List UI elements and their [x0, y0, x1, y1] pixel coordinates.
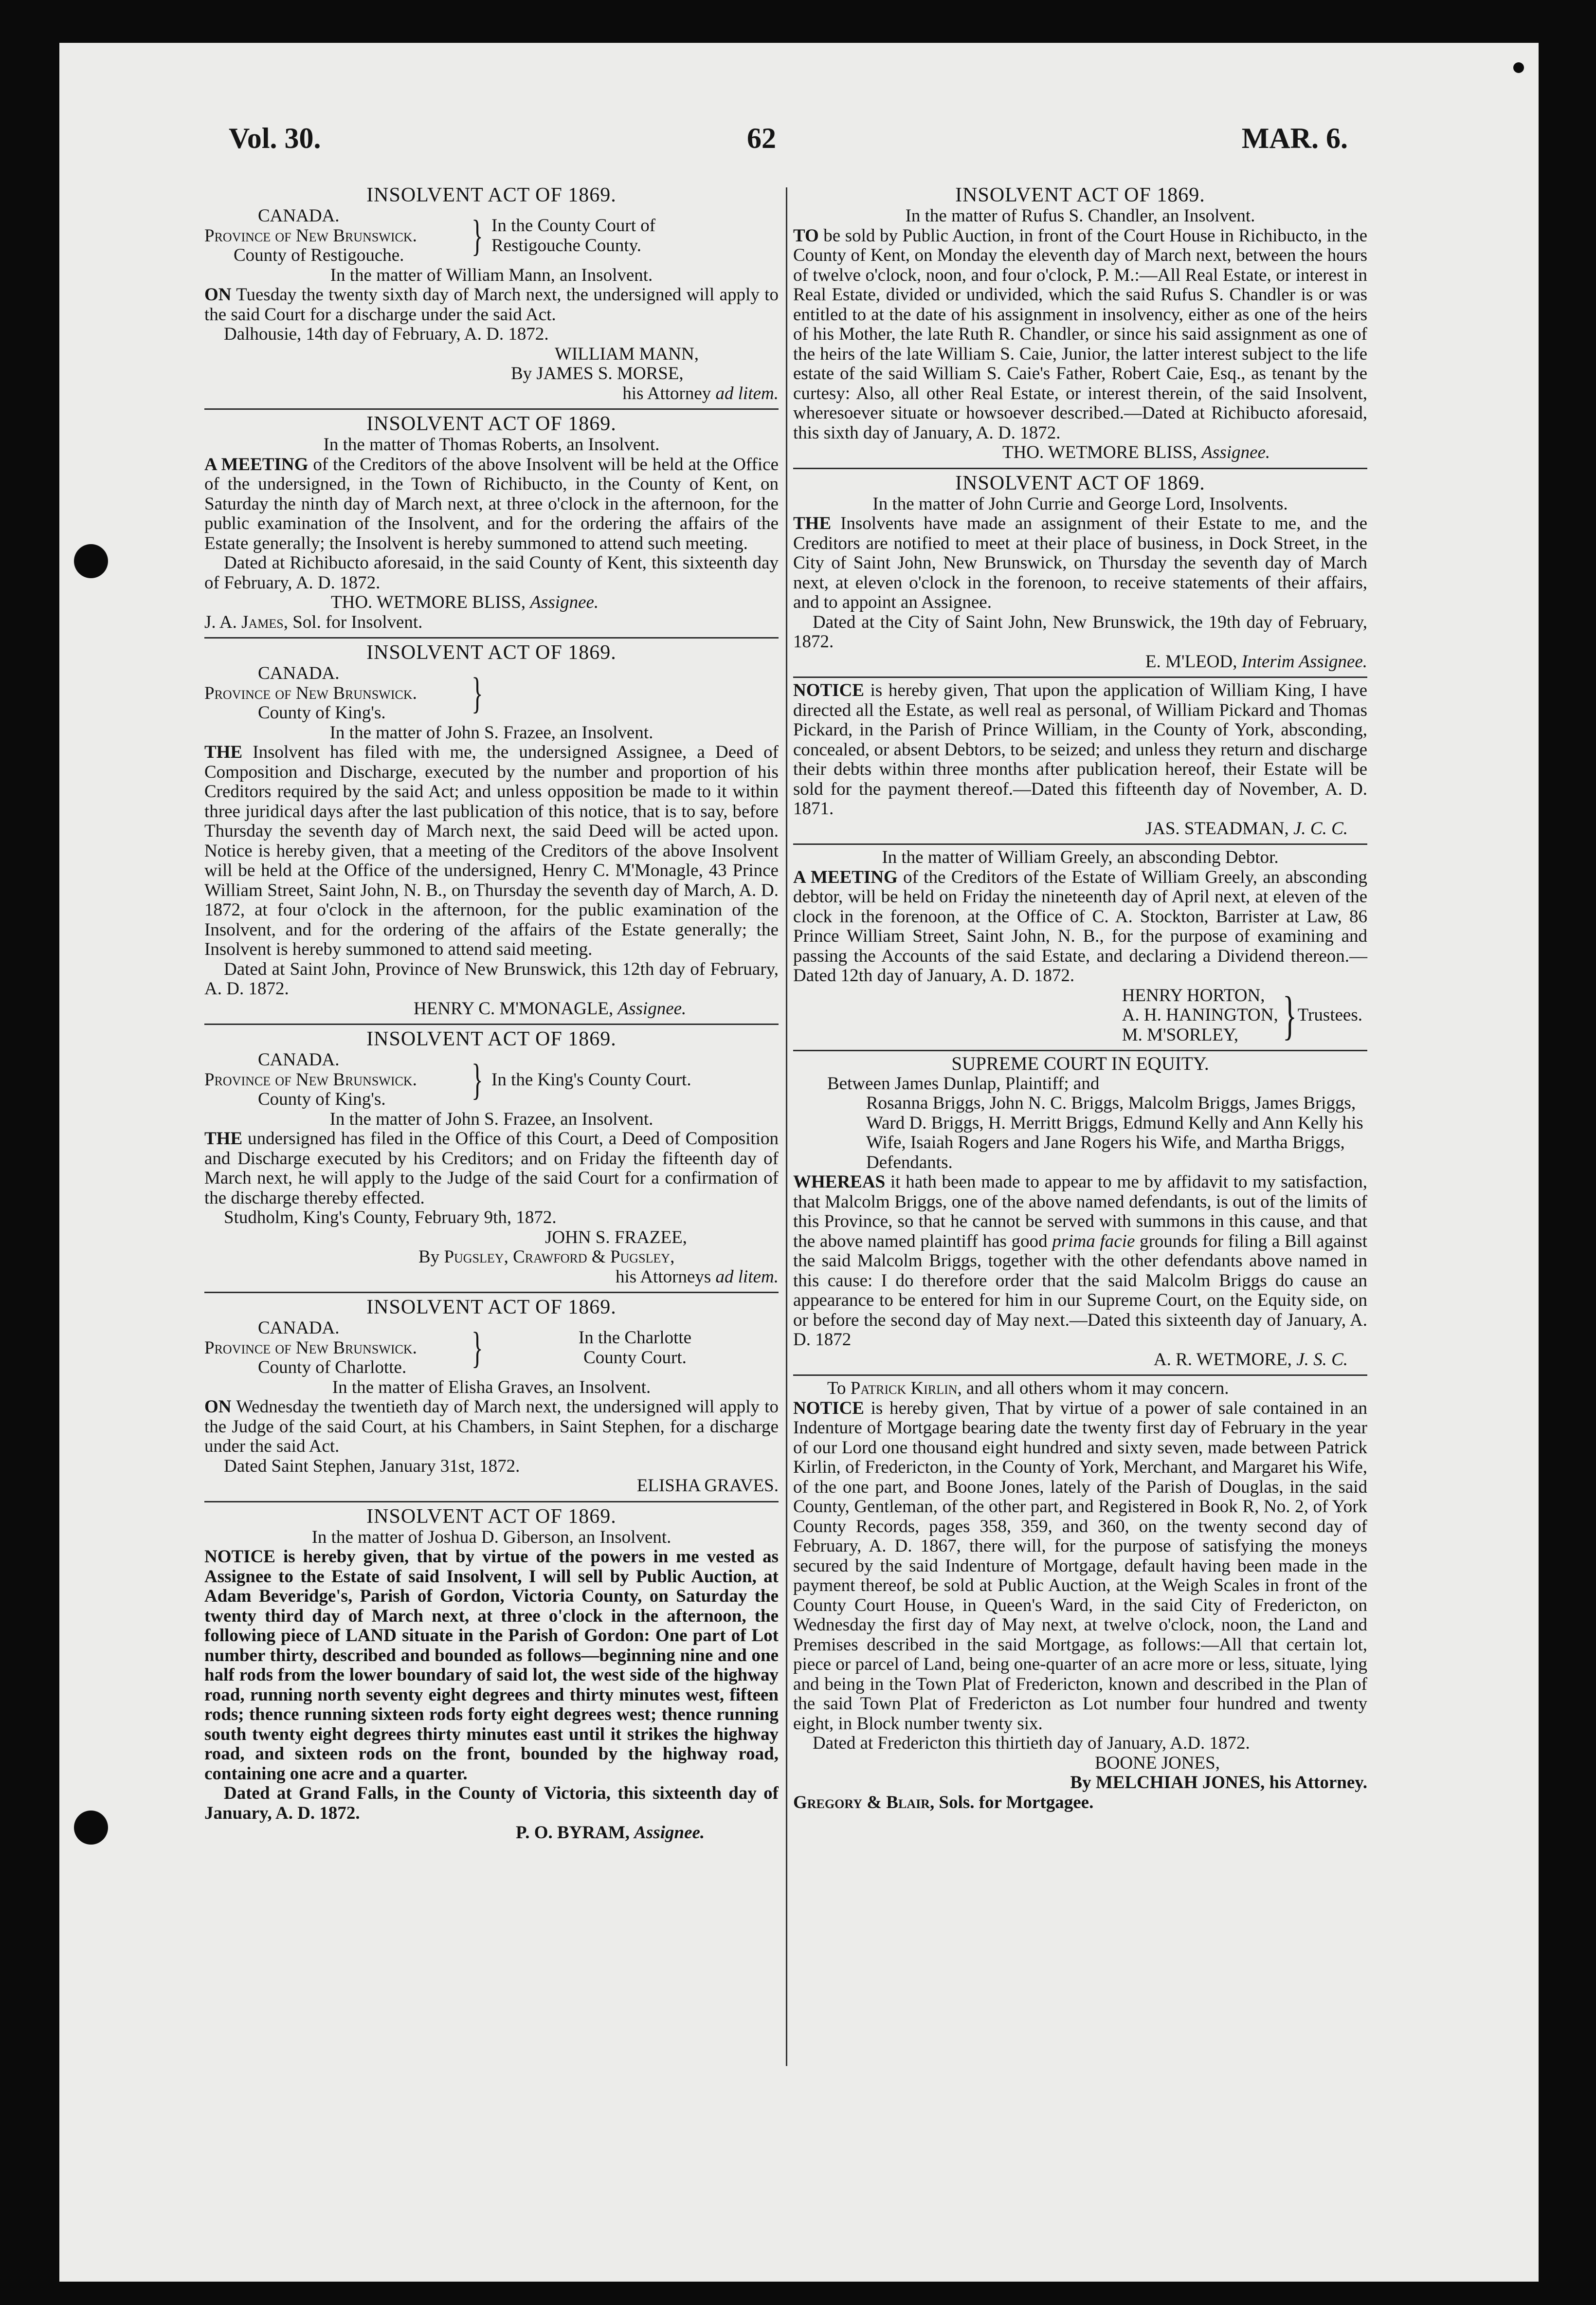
court-county: County Court.: [583, 1347, 687, 1368]
notice-kirlin-mortgage: [793, 1376, 1367, 1817]
notice-currie-lord: [793, 469, 1367, 678]
dated-line: Dalhousie, 14th day of February, A. D. 1872.: [224, 324, 549, 344]
matter-line: In the matter of John S. Frazee, an Insolvent.: [329, 722, 653, 743]
signature: P. O. BYRAM, Assignee.: [516, 1823, 705, 1843]
trustees-block: [793, 986, 1367, 1045]
notice-body: THE undersigned has filed in the Office of this Court, a Deed of Composition and Discharge executed by his Creditors; and on Friday the fifteenth day of March next, he will apply to the Judge of the said Court for a confirmation of the discharge thereby effected.: [204, 1129, 779, 1208]
notice-elisha-graves: [204, 1293, 779, 1502]
signature-role: his Attorney ad litem.: [622, 383, 779, 403]
court-caption: [204, 206, 779, 266]
notice-william-greely: [793, 845, 1367, 1051]
county-label: County of Restigouche.: [234, 245, 404, 265]
notice-body: A MEETING of the Creditors of the above Insolvent will be held at the Office of the undersigned, in the Town of Richibucto, in the County of Kent, on Saturday the ninth day of March next, at three o'clock in the afternoon, for the public examination of the Insolvent, and for the ordering the affairs of the Estate generally; the Insolvent is hereby summoned to attend such meeting.: [204, 454, 779, 553]
notice-body: ON Wednesday the twentieth day of March next, the undersigned will apply to the Judge of the said Court, at his Chambers, in Saint Stephen, for a discharge under the said Act.: [204, 1397, 779, 1456]
matter-line: In the matter of John Currie and George Lord, Insolvents.: [872, 494, 1288, 514]
notice-william-mann: [204, 181, 779, 410]
canada-label: CANADA.: [258, 206, 340, 226]
court-county: Restigouche County.: [491, 235, 641, 256]
notice-body: WHEREAS it hath been made to appear to me by affidavit to my satisfaction, that Malcolm Briggs, one of the above named defendants, is out of the limits of this Province, so that he cannot be served with summons in this cause, and that the above named plaintiff has good prima facie grounds for filing a Bill against the said Malcolm Briggs, together with the other defendants above named in this cause: I do therefore order that the said Malcolm Briggs do cause an appearance to be entered for him in our Supreme Court, on the Equity side, on or before the second day of May next.—Dated this sixteenth day of January, A. D. 1872: [793, 1172, 1367, 1350]
notice-body: TO be sold by Public Auction, in front of the Court House in Richibucto, in the County of Kent, on Monday the eleventh day of March next, between the hours of twelve o'clock, noon, and four o'clock, P. M.:—All Real Estate, or interest in Real Estate, divided or undivided, which the said Rufus S. Chandler is or was entitled to at the date of his assignment in insolvency, either as one of the heirs of his Mother, the late Ruth R. Chandler, or since his said assignment as one of the heirs of the late William S. Caie, Junior, the latter interest subject to the life estate of the said William S. Caie's Father, Robert Caie, Esq., as tenant by the curtesy: Also, all other Real Estate, or interest therein, of the said Insolvent, wheresoever situate or howsoever described.—Dated at Richibucto aforesaid, this sixth day of January, A. D. 1872.: [793, 225, 1367, 443]
notice-joshua-giberson: [204, 1502, 779, 1848]
notice-title: INSOLVENT ACT OF 1869.: [366, 413, 617, 435]
dated-line: Dated at Saint John, Province of New Brunswick, this 12th day of February, A. D. 1872.: [204, 959, 779, 999]
matter-line: In the matter of William Greely, an absconding Debtor.: [882, 847, 1279, 867]
parties-plaintiff: Between James Dunlap, Plaintiff; and: [827, 1073, 1100, 1094]
signature: JOHN S. FRAZEE,: [545, 1227, 687, 1247]
notice-body: NOTICE is hereby given, that by virtue of the powers in me vested as Assignee to the Estate of said Insolvent, I will sell by Public Auction, at Adam Beveridge's, Parish of Gordon, Victoria County, on Saturday the twenty third day of March next, at three o'clock in the afternoon, the following piece of LAND situate in the Parish of Gordon: One part of Lot number thirty, described and bounded as follows—beginning nine and one half rods from the lower boundary of said lot, the west side of the highway road, running north seventy eight degrees and thirty minutes west, fifteen rods; thence running sixteen rods forty eight degrees west; thence running south twenty eight degrees thirty minutes east until it strikes the highway road, and sixteen rods on the front, bounded by the highway road, containing one acre and a quarter.: [204, 1547, 779, 1784]
notice-title: INSOLVENT ACT OF 1869.: [366, 1296, 617, 1318]
notice-rufus-chandler: [793, 181, 1367, 469]
signature-role: his Attorneys ad litem.: [615, 1266, 779, 1287]
signature: WILLIAM MANN,: [555, 344, 699, 364]
province-label: Province of New Brunswick.: [204, 1069, 417, 1090]
signature: THO. WETMORE BLISS, Assignee.: [1002, 442, 1270, 462]
punch-hole-bottom: [74, 1811, 108, 1845]
county-label: County of King's.: [258, 703, 386, 723]
notice-body: THE Insolvent has filed with me, the undersigned Assignee, a Deed of Composition and Discharge, executed by the number and proportion of his Creditors required by the said Act; and unless opposition be made to it within three juridical days after the last publication of this notice, that is to say, before Thursday the seventh day of March next, the said Deed will be acted upon. Notice is hereby given, that a meeting of the Creditors of the above Insolvent will be held at the Office of the undersigned, Henry C. M'Monagle, 43 Prince William Street, Saint John, N. B., on Thursday the seventh day of March, A. D. 1872, at four o'clock in the afternoon, for the public examination of the Insolvent, and for the ordering of the affairs of the Estate generally; the Insolvent is hereby summoned to attend said meeting.: [204, 742, 779, 959]
notice-thomas-roberts: [204, 410, 779, 639]
trustee-name: M. M'SORLEY,: [1122, 1024, 1239, 1045]
dated-line: Dated at Grand Falls, in the County of Victoria, this sixteenth day of January, A. D. 1872.: [204, 1783, 779, 1823]
brace: }: [1282, 986, 1297, 1045]
signature: ELISHA GRAVES.: [636, 1476, 779, 1496]
dated-line: Studholm, King's County, February 9th, 1872.: [224, 1207, 557, 1227]
volume-number: Vol. 30.: [229, 122, 321, 154]
county-label: County of Charlotte.: [258, 1357, 407, 1377]
signature: THO. WETMORE BLISS, Assignee.: [331, 592, 599, 612]
solicitor-line: Gregory & Blair, Sols. for Mortgagee.: [793, 1792, 1094, 1812]
canada-label: CANADA.: [258, 1318, 340, 1338]
punch-hole-top: [74, 544, 108, 578]
court-name: In the Charlotte: [578, 1328, 692, 1348]
signature: BOONE JONES,: [1095, 1753, 1220, 1773]
brace: }: [472, 211, 483, 260]
province-label: Province of New Brunswick.: [204, 1337, 417, 1358]
notice-body: ON Tuesday the twenty sixth day of March next, the undersigned will apply to the said Court for a discharge under the said Act.: [204, 285, 779, 325]
matter-line: In the matter of Rufus S. Chandler, an Insolvent.: [905, 206, 1255, 226]
court-caption: [204, 1318, 779, 1378]
signature: HENRY C. M'MONAGLE, Assignee.: [414, 998, 687, 1019]
signature-by: By JAMES S. MORSE,: [511, 364, 684, 384]
court-name: In the King's County Court.: [491, 1069, 691, 1090]
signature: A. R. WETMORE, J. S. C.: [1153, 1349, 1348, 1370]
notice-body: NOTICE is hereby given, That upon the application of William King, I have directed all the Estate, as well real as personal, of William Pickard and Thomas Pickard, in the Parish of Prince William, in the County of York, absconding, concealed, or absent Debtors, to be seized; and unless they return and discharge their debts within three months after publication hereof, their Estate will be sold for the payment thereof.—Dated this fifteenth day of November, A. D. 1871.: [793, 680, 1367, 819]
notice-body: NOTICE is hereby given, That by virtue of a power of sale contained in an Indenture of Mortgage bearing date the twenty first day of February in the year of our Lord one thousand eight hundred and sixty seven, made between Patrick Kirlin, of Fredericton, in the County of York, Merchant, and Margaret his Wife, of the one part, and Boone Jones, lately of the Parish of Douglas, in the said County, Gentleman, of the other part, and Registered in Book R, No. 2, of York County Records, pages 358, 359, and 360, on the twenty second day of February, A. D. 1867, there will, for the purpose of satisfying the moneys secured by the said Indenture of Mortgage, default having been made in the payment thereof, be sold at Public Auction, at the Weigh Scales in front of the County Court House, in Queen's Ward, in the said City of Fredericton, on Wednesday the first day of May next, at twelve o'clock, noon, the Land and Premises described in the said Mortgage, as follows:—All that certain lot, piece or parcel of Land, being one-quarter of an acre more or less, situate, lying and being in the Town Plat of Fredericton, known and described in the Plan of the said Town Plat of Fredericton as Lot number four hundred and twenty eight, in Block number twenty six.: [793, 1398, 1367, 1734]
addressee-line: To Patrick Kirlin, and all others whom it may concern.: [827, 1378, 1229, 1398]
page-header: [170, 122, 1348, 165]
column-divider: [786, 187, 787, 2066]
county-label: County of King's.: [258, 1089, 386, 1109]
canada-label: CANADA.: [258, 1050, 340, 1070]
trustees-label: Trustees.: [1297, 1005, 1362, 1025]
court-caption: [204, 1050, 779, 1110]
province-label: Province of New Brunswick.: [204, 683, 417, 703]
signature-by: By Pugsley, Crawford & Pugsley,: [418, 1247, 675, 1267]
notice-title: INSOLVENT ACT OF 1869.: [366, 641, 617, 664]
notice-title: INSOLVENT ACT OF 1869.: [955, 184, 1205, 206]
brace: }: [472, 669, 483, 717]
notice-title: INSOLVENT ACT OF 1869.: [955, 472, 1205, 494]
notice-john-frazee-court: [204, 1025, 779, 1293]
matter-line: In the matter of John S. Frazee, an Insolvent.: [329, 1109, 653, 1129]
matter-line: In the matter of William Mann, an Insolvent.: [330, 265, 653, 285]
notice-title: INSOLVENT ACT OF 1869.: [366, 1028, 617, 1050]
issue-date: MAR. 6.: [1241, 122, 1348, 154]
notice-title: INSOLVENT ACT OF 1869.: [366, 1505, 617, 1528]
signature-by: By MELCHIAH JONES, his Attorney.: [1070, 1773, 1367, 1793]
notice-supreme-court-equity: [793, 1051, 1367, 1376]
dated-line: Dated Saint Stephen, January 31st, 1872.: [224, 1456, 520, 1476]
brace: }: [472, 1323, 483, 1372]
court-name: In the County Court of: [491, 216, 656, 236]
dated-line: Dated at Richibucto aforesaid, in the said County of Kent, this sixteenth day of February, A. D. 1872.: [204, 553, 779, 593]
notice-body: THE Insolvents have made an assignment of their Estate to me, and the Creditors are notified to meet at their place of business, in Dock Street, in the City of Saint John, New Brunswick, on Thursday the seventh day of March next, at eleven o'clock in the forenoon, to receive statements of their affairs, and to appoint an Assignee.: [793, 513, 1367, 612]
trustee-name: A. H. HANINGTON,: [1122, 1005, 1278, 1025]
solicitor-line: J. A. James, Sol. for Insolvent.: [204, 612, 423, 632]
province-label: Province of New Brunswick.: [204, 225, 417, 246]
matter-line: In the matter of Thomas Roberts, an Insolvent.: [323, 435, 660, 455]
matter-line: In the matter of Joshua D. Giberson, an Insolvent.: [311, 1527, 671, 1547]
corner-mark: [1513, 62, 1524, 73]
notice-pickard-absconding: [793, 678, 1367, 845]
brace: }: [472, 1055, 483, 1104]
canada-label: CANADA.: [258, 663, 340, 683]
court-caption: [204, 664, 779, 723]
trustee-name: HENRY HORTON,: [1122, 985, 1265, 1006]
dated-line: Dated at Fredericton this thirtieth day of January, A.D. 1872.: [813, 1733, 1250, 1753]
notice-title: INSOLVENT ACT OF 1869.: [366, 184, 617, 206]
signature: JAS. STEADMAN, J. C. C.: [1145, 818, 1348, 839]
notice-title: SUPREME COURT IN EQUITY.: [951, 1053, 1209, 1074]
right-column: [793, 181, 1367, 1817]
matter-line: In the matter of Elisha Graves, an Insolvent.: [332, 1377, 651, 1397]
dated-line: Dated at the City of Saint John, New Brunswick, the 19th day of February, 1872.: [793, 612, 1367, 652]
parties-defendants: Rosanna Briggs, John N. C. Briggs, Malcolm Briggs, James Briggs, Ward D. Briggs, H. Merritt Briggs, Edmund Kelly and Ann Kelly his Wife, Isaiah Rogers and Jane Rogers his Wife, and Martha Briggs, Defendants.: [866, 1093, 1363, 1172]
page-number: 62: [747, 122, 776, 154]
notice-body: A MEETING of the Creditors of the Estate of William Greely, an absconding debtor, will be held on Friday the nineteenth day of April next, at eleven of the clock in the forenoon, at the Office of C. A. Stockton, Barrister at Law, 86 Prince William Street, Saint John, N. B., for the purpose of examining and passing the Accounts of the said Estate, and declaring a Dividend thereon.—Dated 12th day of January, A. D. 1872.: [793, 867, 1367, 986]
signature: E. M'LEOD, Interim Assignee.: [1145, 651, 1367, 672]
notice-john-frazee-assignee: [204, 639, 779, 1025]
left-column: [204, 181, 779, 1848]
